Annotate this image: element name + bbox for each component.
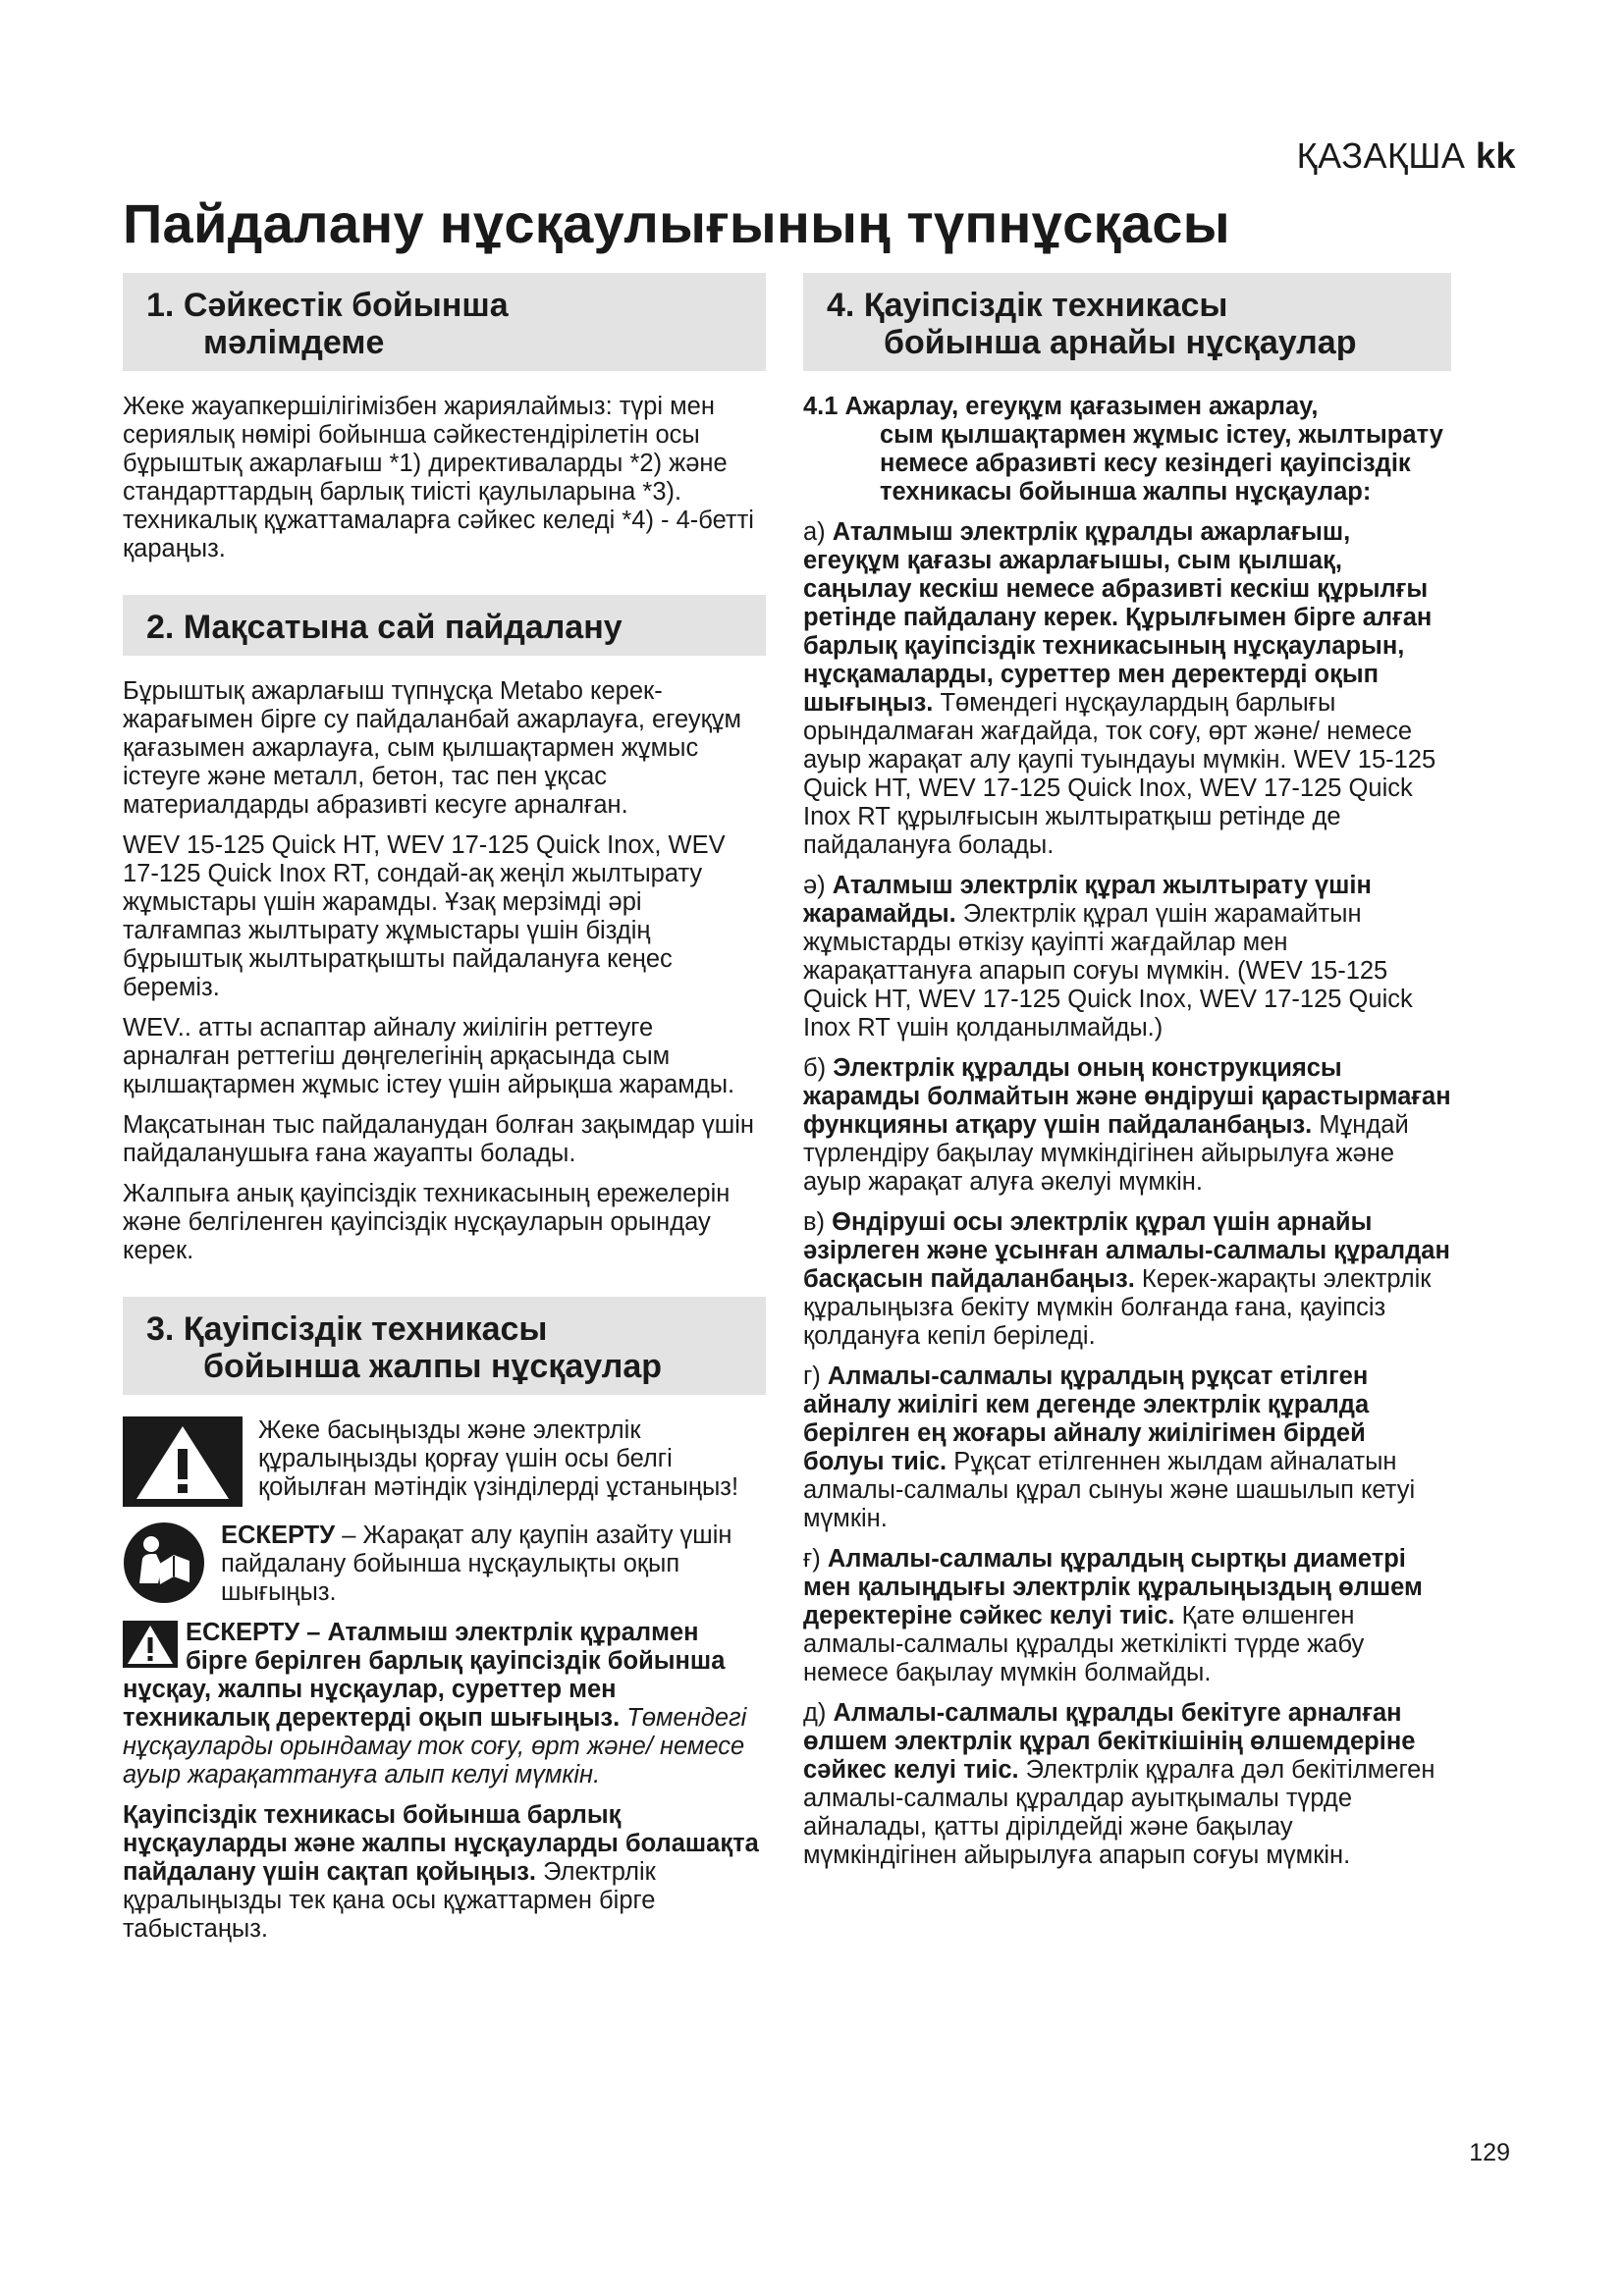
section-2-p4: Мақсатынан тыс пайдаланудан болған зақымдар үшін пайдаланушыға ғана жауапты болады. (123, 1111, 755, 1167)
small-warning-icon (123, 1621, 178, 1675)
subsection-4-1-heading: 4.1 Ажарлау, егеуқұм қағазымен ажарлау, сым қылшақтармен жұмыс істеу, жылтырату немесе абразивті кесу кезіндегі қауіпсіздік техникасы бойынша жалпы нұсқаулар: (803, 393, 1443, 506)
item-b: б) Электрлік құралды оның конструкциясы жарамды болмайтын және өндіруші қарастырмаған функцияны атқару үшін пайдаланбаңыз. Мұндай түрлендіру бақылау мүмкіндігінен айырылуға және ауыр жарақат алуға әкелуі мүмкін. (803, 1054, 1451, 1196)
warning-text-3: ЕСКЕРТУ – Аталмыш электрлік құралмен бірге берілген барлық қауіпсіздік бойынша нұсқау, жалпы нұсқаулар, суреттер мен техникалық деректерді оқып шығыңыз. Төмендегі нұсқауларды орындамау ток соғу, өрт және/ немесе ауыр жарақаттануға алып келуі мүмкін. (123, 1619, 747, 1789)
page-number: 129 (1469, 2139, 1510, 2166)
warning-text-1: Жеке басыңызды және электрлік құралыңызды қорғау үшін осы белгі қойылған мәтіндік үзінділерді ұстаныңыз! (258, 1416, 739, 1501)
warning-block-1 (123, 1416, 766, 1512)
item-d: д) Алмалы-салмалы құралды бекітуге арналған өлшем электрлік құрал бекіткішінің өлшемдеріне сәйкес келуі тиіс. Электрлік құралға дәл бекітілмеген алмалы-салмалы құралдар ауытқымалы түрде айналады, қатты дірілдейді және бақылау мүмкіндігінен айырылуға апарып соғуы мүмкін. (803, 1699, 1435, 1869)
warning-text-2: ЕСКЕРТУ – Жарақат алу қаупін азайту үшін пайдалану бойынша нұсқаулықты оқып шығыңыз. (221, 1522, 732, 1606)
section-2-p2: WEV 15-125 Quick HT, WEV 17-125 Quick Inox, WEV 17-125 Quick Inox RT, сондай-ақ жеңіл жылтырату жұмыстары үшін жарамды. Ұзақ мерзімді әрі талғампаз жылтырату жұмыстары үшін біздің бұрыштық жылтыратқышты пайдалануға кеңес береміз. (123, 831, 726, 1001)
item-a: а) Аталмыш электрлік құралды ажарлағыш, егеуқұм қағазы ажарлағышы, сым қылшақ, саңылау кескіш немесе абразивті кескіш құрылғы ретінде пайдалану керек. Құрылғымен бірге алған барлық қауіпсіздік техникасының нұсқауларын, нұсқамаларды, суреттер мен деректерді оқып шығыңыз. Төмендегі нұсқаулардың барлығы орындалмаған жағдайда, ток соғу, өрт және/ немесе ауыр жарақат алу қаупі туындауы мүмкін. WEV 15-125 Quick HT, WEV 17-125 Quick Inox, WEV 17-125 Quick Inox RT құрылғысын жылтыратқыш ретінде де пайдалануға болады. (803, 518, 1436, 859)
section-4-heading: 4. Қауіпсіздік техникасы бойынша арнайы нұсқаулар (803, 273, 1451, 371)
section-2-p3: WEV.. атты аспаптар айналу жиілігін реттеуге арналған реттегіш дөңгелегінің арқасында сым қылшақтармен жұмыс істеу үшін айрықша жарамды. (123, 1014, 735, 1098)
item-gh: ғ) Алмалы-салмалы құралдың сыртқы диаметрі мен қалыңдығы электрлік құралыңыздың өлшем деректеріне сәйкес келуі тиіс. Қате өлшенген алмалы-салмалы құралды жеткілікті түрде жабу немесе бақылау мүмкін болмайды. (803, 1545, 1423, 1686)
warning-triangle-icon (123, 1416, 243, 1512)
right-column (803, 273, 1451, 1882)
item-g: г) Алмалы-салмалы құралдың рұқсат етілген айналу жиілігі кем дегенде электрлік құралда берілген ең жоғары айналу жиілігімен бірдей болуы тиіс. Рұқсат етілгеннен жылдам айналатын алмалы-салмалы құрал сынуы және шашылып кетуі мүмкін. (803, 1362, 1416, 1532)
keep-instructions-text: Қауіпсіздік техникасы бойынша барлық нұсқауларды және жалпы нұсқауларды болашақта пайдалану үшін сақтап қойыңыз. Электрлік құралыңызды тек қана осы құжаттармен бірге табыстаңыз. (123, 1801, 759, 1943)
left-column (123, 273, 766, 1955)
section-2-p1: Бұрыштық ажарлағыш түпнұсқа Metabo керек-жарағымен бірге су пайдаланбай ажарлауға, егеуқұм қағазымен ажарлауға, сым қылшақтармен жұмыс істеуге және металл, бетон, тас пен ұқсас материалдарды абразивті кесуге арналған. (123, 677, 742, 819)
item-ae: ә) Аталмыш электрлік құрал жылтырату үшін жарамайды. Электрлік құрал үшін жарамайтын жұмыстарды өткізу қауіпті жағдайлар мен жарақаттануға апарып соғуы мүмкін. (WEV 15-125 Quick HT, WEV 17-125 Quick Inox, WEV 17-125 Quick Inox RT үшін қолданылмайды.) (803, 872, 1413, 1041)
section-2-p5: Жалпыға анық қауіпсіздік техникасының ережелерін және белгіленген қауіпсіздік нұсқауларын орындау керек. (123, 1180, 731, 1264)
warning-block-2 (123, 1522, 766, 1609)
language-label: ҚАЗАҚША kk (1296, 135, 1516, 176)
section-1-text: Жеке жауапкершілігімізбен жариялаймыз: түрі мен сериялық нөмірі бойынша сәйкестендірілетін осы бұрыштық ажарлағыш *1) директиваларды *2) және стандарттардың барлық тиісті қаулыларына *3). техникалық құжаттамаларға сәйкес келеді *4) - 4-бетті қараңыз. (123, 393, 754, 562)
section-2-heading: 2. Мақсатына сай пайдалану (123, 595, 766, 656)
item-v: в) Өндіруші осы электрлік құрал үшін арнайы әзірлеген және ұсынған алмалы-салмалы құралдан басқасын пайдаланбаңыз. Керек-жарақты электрлік құралыңызға бекіту мүмкін болғанда ғана, қауіпсіз қолдануға кепіл беріледі. (803, 1208, 1450, 1350)
section-3-heading: 3. Қауіпсіздік техникасы бойынша жалпы нұсқаулар (123, 1297, 766, 1395)
page-title: Пайдалану нұсқаулығының түпнұсқасы (123, 192, 1230, 254)
read-manual-icon (123, 1522, 205, 1609)
section-1-heading: 1. Сәйкестік бойынша мәлімдеме (123, 273, 766, 371)
